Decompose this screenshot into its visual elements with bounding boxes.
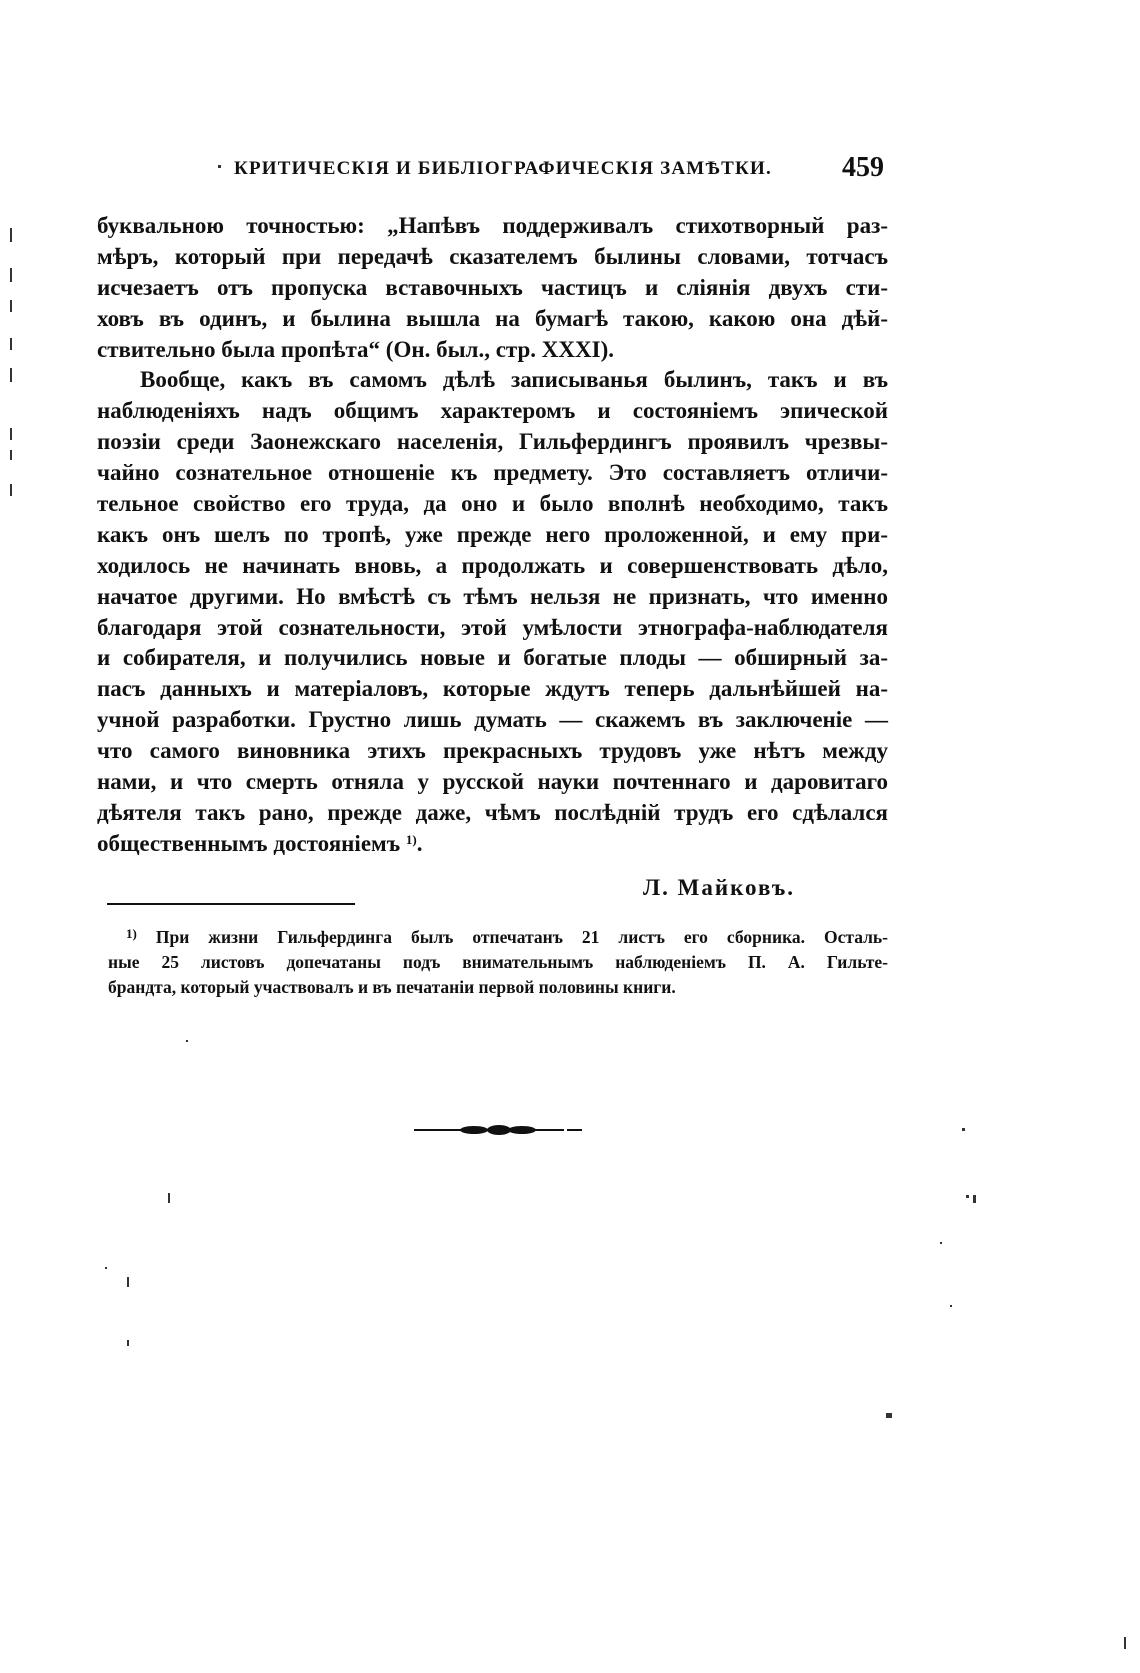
text-line: мѣръ, который при передачѣ сказателемъ былины словами, тотчасъ [97, 243, 888, 269]
margin-speck [127, 1277, 129, 1287]
margin-speck [973, 1195, 976, 1203]
margin-speck [950, 1305, 952, 1307]
text-line: благодаря этой сознательности, этой умѣлости этнографа-наблюдателя [97, 614, 888, 640]
text-line: пасъ данныхъ и матерiаловъ, которые ждутъ теперь дальнѣйшей на- [97, 676, 888, 702]
footnote [108, 925, 889, 1000]
text-line: буквальною точностью: „Напѣвъ поддерживалъ стихотворный раз- [97, 213, 888, 238]
text-line: наблюденiяхъ надъ общимъ характеромъ и состоянiемъ эпической [97, 398, 888, 424]
margin-speck [168, 1193, 170, 1203]
margin-speck [127, 1340, 129, 1346]
margin-speck [966, 1195, 969, 1198]
author-signature: Л. Майковъ. [643, 875, 795, 900]
margin-speck [962, 1128, 965, 1131]
text-line: какъ онъ шелъ по тропѣ, уже прежде него проложенной, и ему при- [97, 521, 888, 547]
margin-speck [1124, 1637, 1126, 1649]
running-title: КРИТИЧЕСКІЯ И БИБЛІОГРАФИЧЕСКІЯ ЗАМѢТКИ. [234, 158, 772, 179]
footnote-line: брандта, который участвовалъ и въ печатанiи первой половины книги. [108, 977, 676, 997]
margin-speck [105, 1267, 107, 1269]
margin-speck [186, 1040, 188, 1042]
margin-speck [10, 338, 12, 350]
text-line: дѣятеля такъ рано, прежде даже, чѣмъ послѣднiй трудъ его сдѣлался [97, 799, 888, 825]
margin-speck [10, 450, 12, 460]
margin-speck [10, 268, 12, 282]
text-line: начатое другими. Но вмѣстѣ съ тѣмъ нельзя не признать, что именно [97, 583, 888, 609]
text-line: ховъ въ одинъ, и былина вышла на бумагѣ такою, какою она дѣй- [97, 305, 888, 331]
text-line: что самого виновника этихъ прекрасныхъ трудовъ уже нѣтъ между [97, 738, 888, 764]
footnote-text: При жизни Гильфердинга былъ отпечатанъ 21 листъ его сборника. Осталь- [155, 927, 889, 947]
footnote-reference: 1) [405, 831, 417, 847]
text-line: ствительно была пропѣта“ (Он. был., стр. XXXI). [97, 336, 614, 362]
margin-speck [886, 1413, 892, 1418]
text-line: и собирателя, и получились новые и богатые плоды — обширный за- [97, 645, 888, 671]
margin-speck [10, 484, 12, 496]
text-line: учной разработки. Грустно лишь думать — скажемъ въ заключенiе — [97, 707, 888, 733]
footnote-line [126, 925, 888, 950]
margin-speck [940, 1242, 942, 1244]
text-line: ходилось не начинать вновь, а продолжать и совершенствовать дѣло, [97, 552, 888, 578]
footnote-marker: 1) [126, 926, 137, 941]
text-line: нами, и что смерть отняла у русской науки почтеннаго и даровитаго [97, 769, 888, 795]
closing-punctuation: . [416, 830, 423, 856]
margin-speck [10, 368, 12, 382]
margin-speck [218, 165, 221, 168]
main-text [97, 211, 888, 860]
paragraph-start-line: Вообще, какъ въ самомъ дѣлѣ записыванья былинъ, такъ и въ [140, 367, 888, 393]
text-line: исчезаетъ отъ пропуска вставочныхъ частицъ и слiянiя двухъ сти- [97, 274, 888, 300]
end-ornament [414, 1122, 584, 1138]
footnote-line: ные 25 листовъ допечатаны подъ внимательнымъ наблюденiемъ П. А. Гильте- [108, 952, 888, 972]
margin-speck [10, 228, 12, 242]
text-line: тельное свойство его труда, да оно и было вполнѣ необходимо, такъ [97, 491, 888, 517]
footnote-divider [107, 903, 355, 905]
page-number: 459 [842, 152, 884, 183]
margin-speck [10, 428, 12, 440]
margin-speck [10, 300, 12, 312]
text-line-content: общественнымъ достоянiемъ [97, 830, 401, 856]
text-line: чайно сознательное отношенiе къ предмету. Это составляетъ отличи- [97, 460, 888, 486]
last-text-line [97, 829, 888, 860]
text-line: поэзiи среди Заонежскаго населенiя, Гильфердингъ проявилъ чрезвы- [97, 429, 888, 455]
